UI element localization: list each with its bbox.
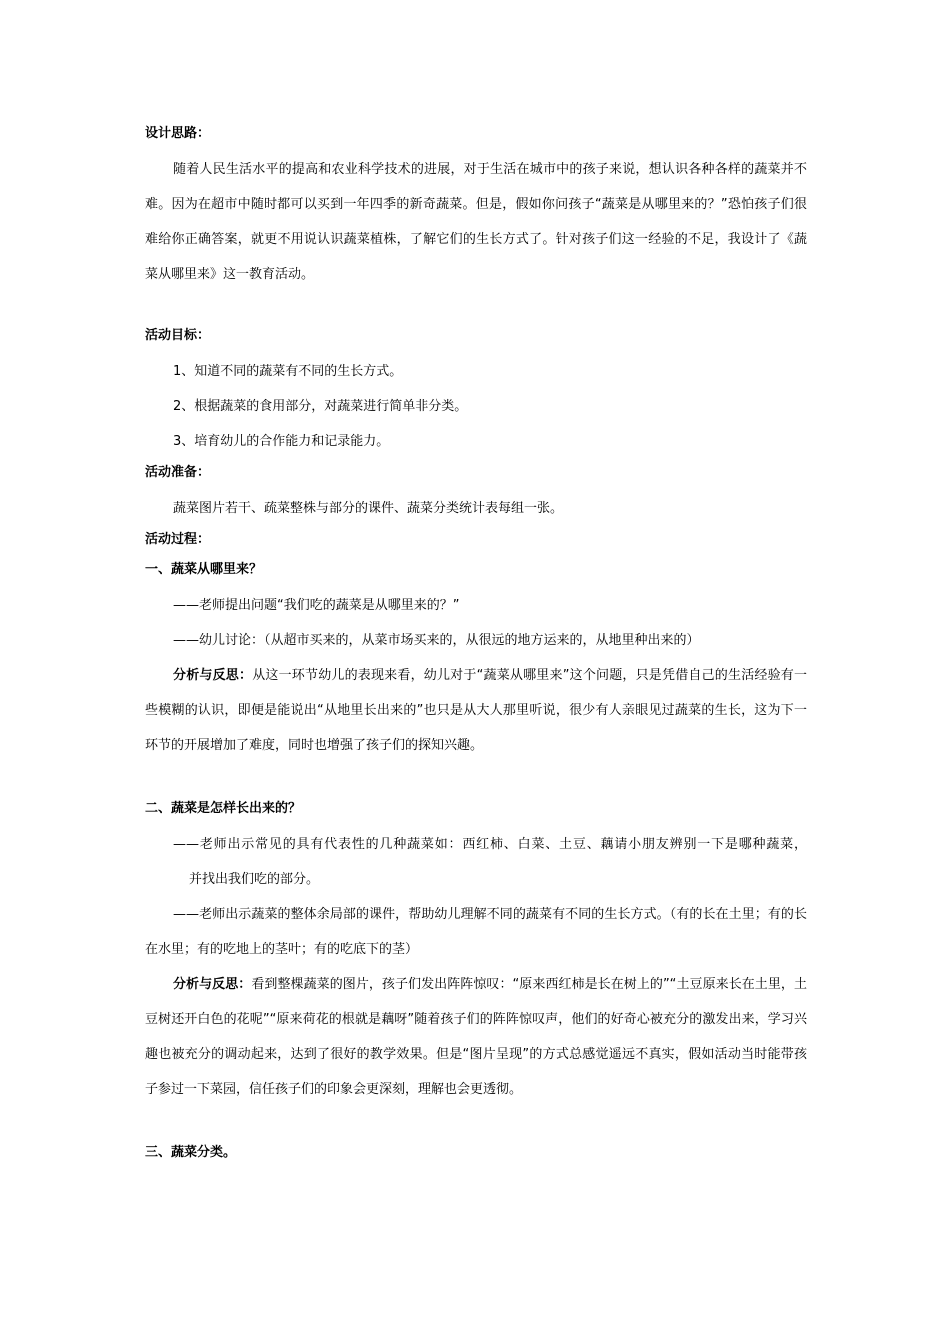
- section1-reflection: [145, 658, 807, 763]
- section3-heading: 三、蔬菜分类。: [145, 1145, 237, 1160]
- section2-reflection: [145, 967, 807, 1107]
- prep-heading: 活动准备：: [145, 465, 211, 480]
- goal-item-2: 2、根据蔬菜的食用部分，对蔬菜进行简单非分类。: [173, 399, 468, 414]
- section2-line2: ——老师出示蔬菜的整体余局部的课件，帮助幼儿理解不同的蔬菜有不同的生长方式。（有的长在土里；有的长在水里；有的吃地上的茎叶；有的吃底下的茎）: [145, 907, 807, 957]
- section1-reflection-text: 从这一环节幼儿的表现来看，幼儿对于“蔬菜从哪里来”这个问题，只是凭借自己的生活经验有一些模糊的认识，即便是能说出“从地里长出来的”也只是从大人那里听说，很少有人亲眼见过蔬菜的生长，这为下一环节的开展增加了难度，同时也增强了孩子们的探知兴趣。: [145, 668, 807, 753]
- section1-heading: 一、蔬菜从哪里来？: [145, 562, 263, 577]
- section2-reflection-label: 分析与反思：: [173, 977, 252, 992]
- design-heading: 设计思路：: [145, 126, 211, 141]
- section2-heading: 二、蔬菜是怎样长出来的？: [145, 801, 302, 816]
- document-body: [145, 122, 807, 1165]
- section2-line1-text: ——老师出示常见的具有代表性的几种蔬菜如：西红柿、白菜、土豆、藕请小朋友辨别一下是哪种蔬菜，: [173, 837, 807, 852]
- design-paragraph: 随着人民生活水平的提高和农业科学技术的进展，对于生活在城市中的孩子来说，想认识各种各样的蔬菜并不难。因为在超市中随时都可以买到一年四季的新奇蔬菜。但是，假如你问孩子“蔬菜是从哪里来的？”恐怕孩子们很难给你正确答案，就更不用说认识蔬菜植株，了解它们的生长方式了。针对孩子们这一经验的不足，我设计了《蔬菜从哪里来》这一教育活动。: [145, 162, 807, 282]
- goal-item-1: 1、知道不同的蔬菜有不同的生长方式。: [173, 364, 403, 379]
- section2-line1: [145, 827, 807, 897]
- section1-line2: ——幼儿讨论：（从超市买来的，从菜市场买来的，从很远的地方运来的，从地里种出来的）: [173, 633, 700, 648]
- goal-item-3: 3、培育幼儿的合作能力和记录能力。: [173, 434, 390, 449]
- prep-paragraph: 蔬菜图片若干、疏菜整株与部分的课件、蔬菜分类统计表每组一张。: [173, 501, 564, 516]
- process-heading: 活动过程：: [145, 532, 211, 547]
- goals-heading: 活动目标：: [145, 328, 211, 343]
- section2-reflection-text: 看到整棵蔬菜的图片，孩子们发出阵阵惊叹：“原来西红柿是长在树上的”“土豆原来长在土里，土豆树还开白色的花呢”“原来荷花的根就是藕呀”随着孩子们的阵阵惊叹声，他们的好奇心被充分的激发出来，学习兴趣也被充分的调动起来，达到了很好的教学效果。但是“图片呈现”的方式总感觉遥远不真实，假如活动当时能带孩子参过一下菜园，信任孩子们的印象会更深刻，理解也会更透彻。: [145, 977, 807, 1097]
- section1-reflection-label: 分析与反思：: [173, 668, 253, 683]
- section2-line1-tail: 并找出我们吃的部分。: [189, 872, 320, 887]
- section1-line1: ——老师提出问题“我们吃的蔬菜是从哪里来的？”: [173, 598, 460, 613]
